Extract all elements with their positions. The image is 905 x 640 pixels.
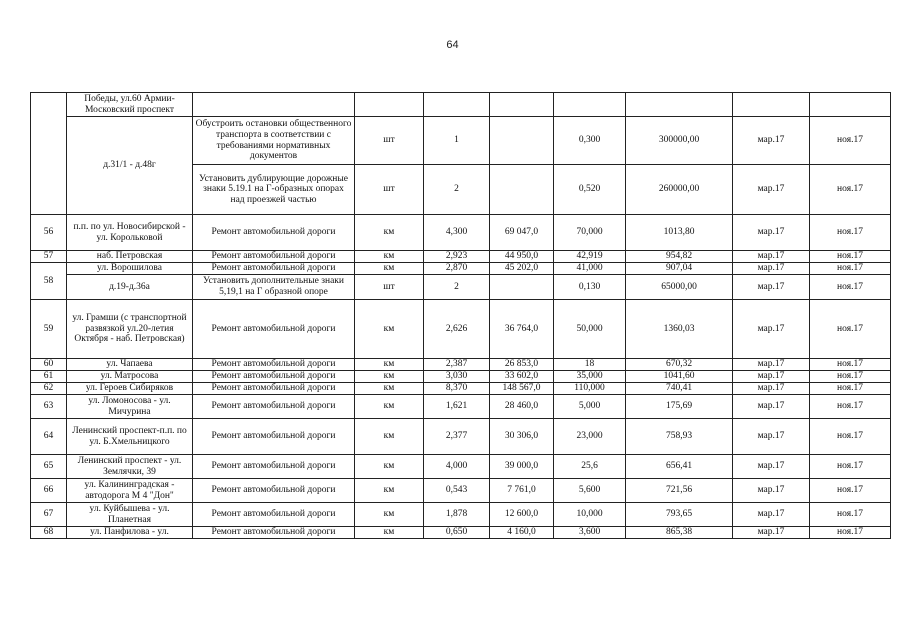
end-date-cell: ноя.17	[810, 215, 891, 251]
row-number-cell: 59	[31, 300, 67, 359]
table-row	[31, 395, 891, 419]
road-name-cell: ул. Грамши (с транспортной развязкой ул.20-летия Октября - наб. Петровская)	[67, 300, 193, 359]
end-date-cell: ноя.17	[810, 419, 891, 455]
length-cell: 5,000	[554, 395, 626, 419]
work-type-cell: Ремонт автомобильной дороги	[193, 479, 355, 503]
area-cell	[490, 93, 554, 117]
start-date-cell: мар.17	[733, 419, 810, 455]
area-cell: 44 950,0	[490, 251, 554, 263]
work-type-cell: Ремонт автомобильной дороги	[193, 300, 355, 359]
area-cell: 30 306,0	[490, 419, 554, 455]
end-date-cell: ноя.17	[810, 503, 891, 527]
length-cell: 50,000	[554, 300, 626, 359]
unit-cell: км	[355, 359, 424, 371]
row-number-cell: 58	[31, 263, 67, 300]
road-name-cell: д.19-д.36а	[67, 275, 193, 300]
road-name-cell: п.п. по ул. Новосибирской - ул. Корольковой	[67, 215, 193, 251]
length-cell: 35,000	[554, 371, 626, 383]
cost-cell: 65000,00	[626, 275, 733, 300]
start-date-cell: мар.17	[733, 383, 810, 395]
road-repair-table	[30, 92, 891, 539]
work-type-cell: Ремонт автомобильной дороги	[193, 371, 355, 383]
start-date-cell: мар.17	[733, 479, 810, 503]
unit-cell	[355, 93, 424, 117]
area-cell	[490, 165, 554, 215]
end-date-cell: ноя.17	[810, 455, 891, 479]
unit-cell: км	[355, 419, 424, 455]
row-number-cell: 57	[31, 251, 67, 263]
unit-cell: шт	[355, 117, 424, 165]
work-type-cell: Ремонт автомобильной дороги	[193, 419, 355, 455]
area-cell: 39 000,0	[490, 455, 554, 479]
area-cell: 45 202,0	[490, 263, 554, 275]
end-date-cell: ноя.17	[810, 479, 891, 503]
unit-cell: км	[355, 251, 424, 263]
cost-cell: 656,41	[626, 455, 733, 479]
area-cell: 12 600,0	[490, 503, 554, 527]
cost-cell: 907,04	[626, 263, 733, 275]
road-name-cell: ул. Куйбышева - ул. Планетная	[67, 503, 193, 527]
quantity-cell: 1,621	[424, 395, 490, 419]
length-cell: 18	[554, 359, 626, 371]
end-date-cell: ноя.17	[810, 251, 891, 263]
road-name-cell: Ленинский проспект-п.п. по ул. Б.Хмельницкого	[67, 419, 193, 455]
quantity-cell: 1	[424, 117, 490, 165]
table-row	[31, 275, 891, 300]
work-type-cell: Установить дополнительные знаки 5,19,1 на Г образной опоре	[193, 275, 355, 300]
work-type-cell: Установить дублирующие дорожные знаки 5.19.1 на Г-образных опорах над проезжей частью	[193, 165, 355, 215]
work-type-cell: Ремонт автомобильной дороги	[193, 251, 355, 263]
table-row	[31, 251, 891, 263]
road-name-cell: ул. Ломоносова - ул. Мичурина	[67, 395, 193, 419]
area-cell	[490, 117, 554, 165]
work-type-cell: Ремонт автомобильной дороги	[193, 455, 355, 479]
end-date-cell: ноя.17	[810, 117, 891, 165]
road-name-cell: наб. Петровская	[67, 251, 193, 263]
start-date-cell: мар.17	[733, 117, 810, 165]
unit-cell: км	[355, 300, 424, 359]
unit-cell: шт	[355, 165, 424, 215]
length-cell: 0,300	[554, 117, 626, 165]
row-number-cell: 65	[31, 455, 67, 479]
cost-cell	[626, 93, 733, 117]
length-cell: 5,600	[554, 479, 626, 503]
quantity-cell	[424, 93, 490, 117]
area-cell: 33 602,0	[490, 371, 554, 383]
start-date-cell	[733, 93, 810, 117]
length-cell	[554, 93, 626, 117]
area-cell: 36 764,0	[490, 300, 554, 359]
cost-cell: 758,93	[626, 419, 733, 455]
table-row	[31, 371, 891, 383]
row-number-cell: 62	[31, 383, 67, 395]
table-row	[31, 455, 891, 479]
start-date-cell: мар.17	[733, 165, 810, 215]
road-name-cell: ул. Калининградская - автодорога М 4 "Дон"	[67, 479, 193, 503]
cost-cell: 300000,00	[626, 117, 733, 165]
unit-cell: км	[355, 479, 424, 503]
end-date-cell: ноя.17	[810, 165, 891, 215]
unit-cell: км	[355, 527, 424, 539]
unit-cell: км	[355, 371, 424, 383]
work-type-cell: Ремонт автомобильной дороги	[193, 215, 355, 251]
cost-cell: 175,69	[626, 395, 733, 419]
row-number-cell: 68	[31, 527, 67, 539]
quantity-cell: 2,870	[424, 263, 490, 275]
length-cell: 110,000	[554, 383, 626, 395]
start-date-cell: мар.17	[733, 359, 810, 371]
start-date-cell: мар.17	[733, 503, 810, 527]
cost-cell: 1013,80	[626, 215, 733, 251]
cost-cell: 1041,60	[626, 371, 733, 383]
area-cell	[490, 275, 554, 300]
unit-cell: км	[355, 455, 424, 479]
cost-cell: 954,82	[626, 251, 733, 263]
quantity-cell: 0,650	[424, 527, 490, 539]
row-number-cell: 61	[31, 371, 67, 383]
work-type-cell: Ремонт автомобильной дороги	[193, 359, 355, 371]
work-type-cell: Ремонт автомобильной дороги	[193, 503, 355, 527]
cost-cell: 740,41	[626, 383, 733, 395]
quantity-cell: 2	[424, 275, 490, 300]
table-row	[31, 93, 891, 117]
cost-cell: 793,65	[626, 503, 733, 527]
start-date-cell: мар.17	[733, 263, 810, 275]
length-cell: 42,919	[554, 251, 626, 263]
quantity-cell: 2	[424, 165, 490, 215]
start-date-cell: мар.17	[733, 455, 810, 479]
start-date-cell: мар.17	[733, 251, 810, 263]
end-date-cell: ноя.17	[810, 263, 891, 275]
page-number: 64	[446, 39, 459, 51]
start-date-cell: мар.17	[733, 215, 810, 251]
row-number-cell: 67	[31, 503, 67, 527]
quantity-cell: 8,370	[424, 383, 490, 395]
table-row	[31, 503, 891, 527]
row-number-cell: 60	[31, 359, 67, 371]
area-cell: 148 567,0	[490, 383, 554, 395]
road-name-cell: Ленинский проспект - ул. Землячки, 39	[67, 455, 193, 479]
work-type-cell: Ремонт автомобильной дороги	[193, 395, 355, 419]
quantity-cell: 2,626	[424, 300, 490, 359]
length-cell: 3,600	[554, 527, 626, 539]
quantity-cell: 1,878	[424, 503, 490, 527]
quantity-cell: 4,300	[424, 215, 490, 251]
start-date-cell: мар.17	[733, 371, 810, 383]
cost-cell: 865,38	[626, 527, 733, 539]
unit-cell: км	[355, 263, 424, 275]
quantity-cell: 4,000	[424, 455, 490, 479]
length-cell: 10,000	[554, 503, 626, 527]
unit-cell: км	[355, 215, 424, 251]
end-date-cell: ноя.17	[810, 527, 891, 539]
unit-cell: шт	[355, 275, 424, 300]
quantity-cell: 3,030	[424, 371, 490, 383]
row-number-cell: 64	[31, 419, 67, 455]
quantity-cell: 2,923	[424, 251, 490, 263]
table-row	[31, 479, 891, 503]
quantity-cell: 2,387	[424, 359, 490, 371]
work-type-cell: Ремонт автомобильной дороги	[193, 263, 355, 275]
cost-cell: 260000,00	[626, 165, 733, 215]
table-row	[31, 383, 891, 395]
work-type-cell: Обустроить остановки общественного транспорта в соответствии с требованиями нормативных документов	[193, 117, 355, 165]
end-date-cell: ноя.17	[810, 359, 891, 371]
road-name-cell: ул. Героев Сибиряков	[67, 383, 193, 395]
length-cell: 0,130	[554, 275, 626, 300]
start-date-cell: мар.17	[733, 275, 810, 300]
end-date-cell: ноя.17	[810, 383, 891, 395]
length-cell: 41,000	[554, 263, 626, 275]
area-cell: 26 853,0	[490, 359, 554, 371]
start-date-cell: мар.17	[733, 395, 810, 419]
road-name-cell: Победы, ул.60 Армии-Московский проспект	[67, 93, 193, 117]
length-cell: 70,000	[554, 215, 626, 251]
start-date-cell: мар.17	[733, 300, 810, 359]
work-type-cell: Ремонт автомобильной дороги	[193, 383, 355, 395]
end-date-cell: ноя.17	[810, 275, 891, 300]
table-row	[31, 215, 891, 251]
length-cell: 0,520	[554, 165, 626, 215]
road-name-cell: ул. Панфилова - ул.	[67, 527, 193, 539]
table-row	[31, 300, 891, 359]
unit-cell: км	[355, 395, 424, 419]
road-name-cell: ул. Чапаева	[67, 359, 193, 371]
unit-cell: км	[355, 383, 424, 395]
cost-cell: 721,56	[626, 479, 733, 503]
row-number-cell: 56	[31, 215, 67, 251]
area-cell: 28 460,0	[490, 395, 554, 419]
end-date-cell: ноя.17	[810, 371, 891, 383]
table-row	[31, 117, 891, 165]
quantity-cell: 2,377	[424, 419, 490, 455]
length-cell: 23,000	[554, 419, 626, 455]
work-type-cell: Ремонт автомобильной дороги	[193, 527, 355, 539]
quantity-cell: 0,543	[424, 479, 490, 503]
unit-cell: км	[355, 503, 424, 527]
cost-cell: 670,32	[626, 359, 733, 371]
row-number-cell	[31, 93, 67, 215]
table-row	[31, 419, 891, 455]
area-cell: 4 160,0	[490, 527, 554, 539]
road-name-cell: ул. Матросова	[67, 371, 193, 383]
end-date-cell: ноя.17	[810, 300, 891, 359]
road-name-cell: ул. Ворошилова	[67, 263, 193, 275]
table-row	[31, 359, 891, 371]
area-cell: 7 761,0	[490, 479, 554, 503]
start-date-cell: мар.17	[733, 527, 810, 539]
table-row	[31, 263, 891, 275]
row-number-cell: 66	[31, 479, 67, 503]
cost-cell: 1360,03	[626, 300, 733, 359]
row-number-cell: 63	[31, 395, 67, 419]
end-date-cell	[810, 93, 891, 117]
end-date-cell: ноя.17	[810, 395, 891, 419]
length-cell: 25,6	[554, 455, 626, 479]
area-cell: 69 047,0	[490, 215, 554, 251]
table-row	[31, 527, 891, 539]
road-name-cell: д.31/1 - д.48г	[67, 117, 193, 215]
work-type-cell	[193, 93, 355, 117]
